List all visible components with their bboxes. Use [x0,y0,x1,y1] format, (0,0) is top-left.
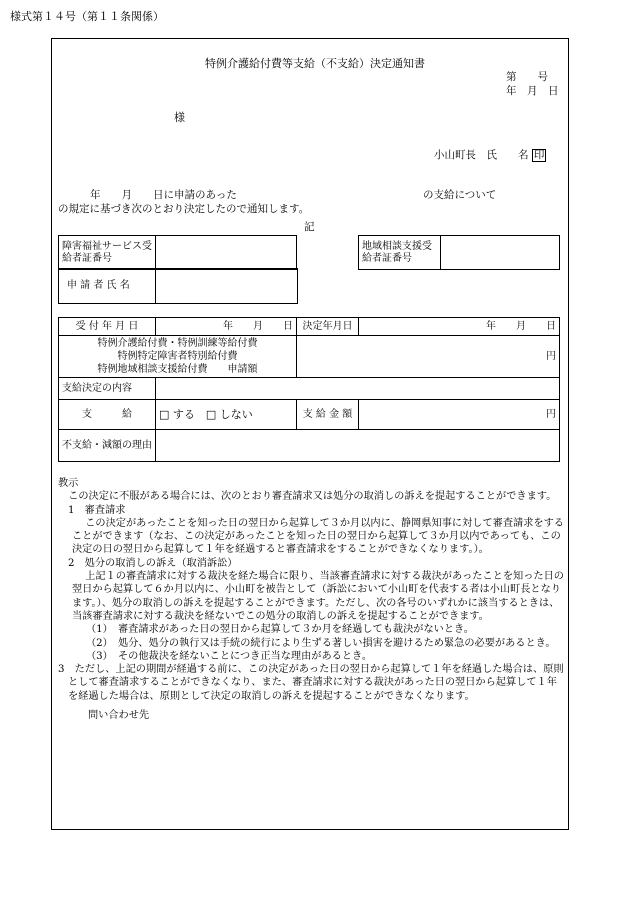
reason-label: 不支給・減額の理由 [59,430,156,462]
sub-item-1: （1） 審査請求があった日の翌日から起算して３か月を経過しても裁決がないとき。 [86,624,474,636]
payment-amount-field[interactable]: 円 [359,400,560,430]
application-amount-field[interactable]: 円 [297,336,560,378]
application-amount-label [59,336,297,378]
ki-label: 記 [304,221,315,233]
item2-body: 上記１の審査請求に対する裁決を経た場合に限り、当該審査請求に対する裁決があったことを知った日の翌日から起算して６か月以内に、小山町を被告として（訴訟において小山町を代表する者は小山町長となります。）、処分の取消しの訴えを提起することができます。ただし、次の各号のいずれかに該当するときは、当該審査請求に対する裁決を経ないでこの処分の取消しの訴えを提起することができます。 [72,571,564,622]
decision-content-field[interactable] [156,378,560,400]
service-recipient-no-label: 障害福祉サービス受給者証番号 [59,236,156,270]
item2-title: 2 処分の取消しの訴え（取消訴訟） [68,557,238,569]
inquiry-label: 問い合わせ先 [88,710,150,722]
receipt-date-label: 受 付 年 月 日 [59,318,156,336]
intro-date-text: 年 月 日に申請のあった [90,189,237,201]
item3: 3 ただし、上記の期間が経過する前に、この決定があった日の翌日から起算して１年を経過した場合は、原則として審査請求することができなくなり、また、審査請求に対する裁決があった日の翌日から起算して１年を経過した場合は、原則として決定の取消しの訴えを提起することができなくなります。 [58,664,564,702]
document-number-label: 第 号 [506,71,548,83]
applicant-name-table [58,268,298,304]
decision-date-field[interactable]: 年 月 日 [359,318,560,336]
payment-amount-label: 支 給 金 額 [297,400,359,430]
amount-label-line-2: 特例特定障害者特別給付費 [117,351,238,362]
payment-label: 支 給 [59,400,156,430]
payment-options-checkboxes[interactable]: □ する □ しない [156,400,297,430]
issuer-label [434,147,546,162]
decision-table [58,317,560,462]
notes-heading: 教示 [58,478,79,489]
sub-item-2: （2） 処分、処分の執行又は手続の続行により生ずる著しい損害を避けるため緊急の必要があるとき。 [86,637,556,649]
consult-recipient-no-label: 地域相談支援受給者証番号 [359,236,441,270]
notes-intro: この決定に不服がある場合には、次のとおり審査請求又は処分の取消しの訴えを提起することができます。 [68,491,557,503]
sub-item-3: （3） その他裁決を経ないことにつき正当な理由があるとき。 [86,650,373,662]
appeal-instructions [58,477,564,722]
intro-line-2: の規定に基づき次のとおり決定したので通知します。 [58,203,310,215]
consult-recipient-no-field[interactable] [441,236,560,270]
amount-label-line-1: 特例介護給付費・特例訓練等給付費 [97,338,258,349]
applicant-name-field[interactable] [156,269,298,304]
receipt-date-field[interactable]: 年 月 日 [156,318,297,336]
applicant-name-label: 申 請 者 氏 名 [59,269,156,304]
recipient-number-table [58,235,560,270]
decision-date-label: 決定年月日 [297,318,359,336]
service-recipient-no-field[interactable] [156,236,297,270]
item1-title: 1 審査請求 [68,504,126,516]
decision-content-label: 支給決定の内容 [59,378,156,400]
document-date-label: 年 月 日 [506,85,559,97]
document-title: 特例介護給付費等支給（不支給）決定通知書 [205,57,425,70]
reason-field[interactable] [156,430,560,462]
amount-label-line-3: 特例地域相談支援給付費 申請額 [97,364,258,375]
issuer-name-label: 小山町長 氏 名 [434,149,529,161]
form-number-label: 様式第１４号（第１１条関係） [10,10,164,23]
addressee-suffix: 様 [174,111,185,124]
seal-mark: 印 [533,149,545,161]
item1-body: この決定があったことを知った日の翌日から起算して３か月以内に、静岡県知事に対して審査請求をすることができます（なお、この決定があったことを知った日の翌日から起算して３か月以内であっても、この決定の日の翌日から起算して１年を経過すると審査請求をすることができなくなります。）。 [72,517,564,556]
intro-subject-text: の支給について [423,189,497,201]
